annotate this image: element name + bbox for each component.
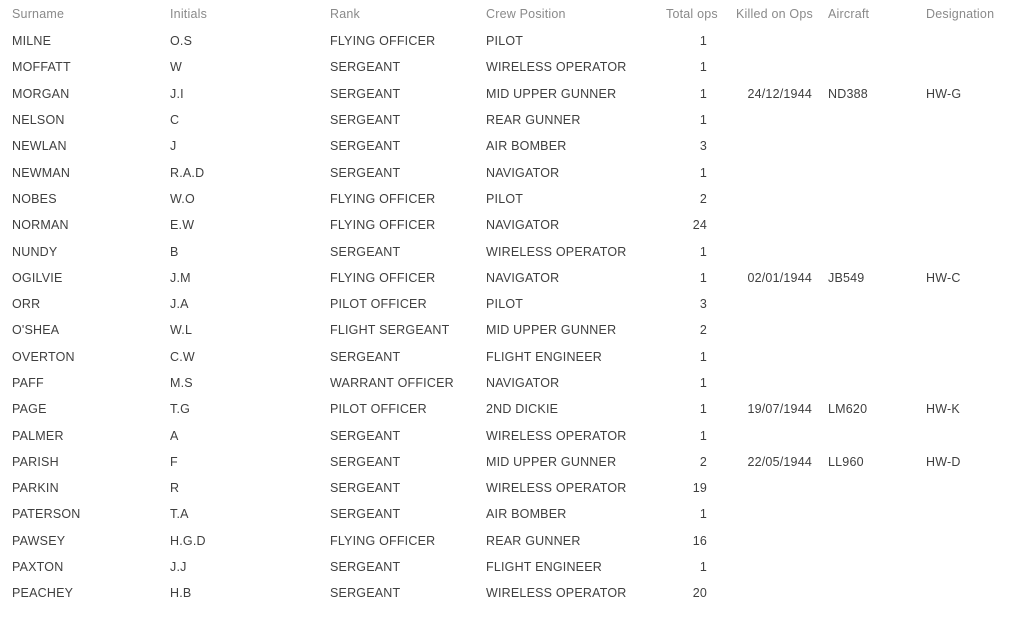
table-cell-aircraft: JB549 (828, 270, 865, 285)
table-cell-rank: FLYING OFFICER (330, 34, 436, 49)
table-cell-total-ops: 1 (699, 376, 707, 390)
table-cell-crew-position: PILOT (486, 297, 524, 312)
table-cell-total-ops: 16 (692, 533, 707, 548)
table-cell-total-ops: 1 (699, 560, 707, 575)
table-cell-aircraft (818, 554, 926, 580)
table-cell-aircraft (818, 291, 926, 317)
table-cell-initials: C (170, 113, 180, 128)
table-cell-designation (926, 28, 1024, 54)
table-cell-surname: PARISH (12, 454, 59, 469)
table-cell-initials: W (170, 60, 182, 75)
table-cell-surname: OVERTON (12, 349, 75, 364)
table-cell-crew-position: PILOT (486, 34, 524, 49)
table-cell-killed-on-ops: 02/01/1944 (747, 270, 812, 285)
table-cell-rank: SERGEANT (330, 139, 401, 154)
table-cell-killed-on-ops (718, 317, 818, 343)
table-cell-initials: T.A (170, 507, 189, 522)
table-cell-rank: SERGEANT (330, 560, 401, 575)
table-cell-killed-on-ops: 19/07/1944 (747, 402, 812, 417)
table-body (12, 28, 1024, 607)
table-cell-killed-on-ops (718, 422, 818, 448)
table-cell-aircraft (818, 317, 926, 343)
table-cell-crew-position: NAVIGATOR (486, 376, 560, 390)
table-cell-surname: NELSON (12, 113, 65, 128)
table-cell-rank: SERGEANT (330, 507, 401, 522)
table-cell-aircraft (818, 370, 926, 396)
table-cell-total-ops: 3 (699, 297, 707, 312)
header-row (12, 0, 1024, 28)
table-cell-total-ops: 24 (692, 218, 707, 233)
table-cell-initials: O.S (170, 34, 193, 49)
table-cell-crew-position: REAR GUNNER (486, 113, 581, 128)
table-row (12, 107, 1024, 133)
table-cell-total-ops: 1 (699, 349, 707, 364)
table-cell-initials: H.G.D (170, 533, 206, 548)
table-cell-designation (926, 501, 1024, 527)
table-cell-designation (926, 475, 1024, 501)
table-cell-aircraft (818, 501, 926, 527)
table-row (12, 212, 1024, 238)
table-cell-total-ops: 2 (699, 454, 707, 469)
table-cell-total-ops: 19 (692, 481, 707, 496)
table-cell-aircraft (818, 186, 926, 212)
table-row (12, 554, 1024, 580)
table-cell-surname: PATERSON (12, 507, 81, 522)
table-cell-crew-position: WIRELESS OPERATOR (486, 586, 627, 601)
table-cell-rank: SERGEANT (330, 428, 401, 443)
table-cell-surname: OGILVIE (12, 270, 63, 285)
table-cell-aircraft (818, 107, 926, 133)
table-cell-crew-position: NAVIGATOR (486, 218, 560, 233)
table-cell-total-ops: 3 (699, 139, 707, 154)
table-row (12, 396, 1024, 422)
table-cell-aircraft: LM620 (828, 402, 868, 417)
table-cell-total-ops: 1 (699, 244, 707, 259)
table-cell-killed-on-ops (718, 159, 818, 185)
table-row (12, 186, 1024, 212)
table-cell-killed-on-ops (718, 186, 818, 212)
column-header-surname: Surname (12, 7, 65, 21)
table-cell-rank: SERGEANT (330, 349, 401, 364)
table-cell-total-ops: 20 (692, 586, 707, 601)
table-cell-killed-on-ops (718, 554, 818, 580)
table-cell-surname: MOFFATT (12, 60, 71, 75)
table-row (12, 291, 1024, 317)
table-cell-killed-on-ops (718, 291, 818, 317)
table-cell-surname: NEWMAN (12, 165, 71, 180)
table-cell-killed-on-ops (718, 212, 818, 238)
table-cell-aircraft (818, 580, 926, 606)
table-cell-initials: F (170, 454, 178, 469)
table-cell-surname: NUNDY (12, 244, 58, 259)
table-cell-rank: SERGEANT (330, 86, 401, 101)
table-cell-killed-on-ops (718, 475, 818, 501)
table-cell-aircraft (818, 344, 926, 370)
table-row (12, 580, 1024, 606)
table-cell-killed-on-ops (718, 501, 818, 527)
table-cell-initials: B (170, 244, 179, 259)
table-cell-crew-position: FLIGHT ENGINEER (486, 349, 602, 364)
table-cell-initials: R (170, 481, 180, 496)
table-cell-surname: PAXTON (12, 560, 64, 575)
table-cell-rank: FLIGHT SERGEANT (330, 323, 450, 338)
table-cell-crew-position: WIRELESS OPERATOR (486, 428, 627, 443)
table-cell-crew-position: WIRELESS OPERATOR (486, 481, 627, 496)
table-cell-initials: H.B (170, 586, 192, 601)
table-row (12, 528, 1024, 554)
table-row (12, 475, 1024, 501)
table-cell-initials: C.W (170, 349, 195, 364)
table-cell-aircraft (818, 212, 926, 238)
table-cell-killed-on-ops: 22/05/1944 (747, 454, 812, 469)
table-cell-designation: HW-C (926, 270, 961, 285)
table-row (12, 422, 1024, 448)
table-cell-surname: PAWSEY (12, 533, 66, 548)
table-row (12, 501, 1024, 527)
table-cell-designation: HW-D (926, 454, 961, 469)
table-cell-surname: PALMER (12, 428, 64, 443)
table-cell-total-ops: 1 (699, 428, 707, 443)
table-cell-aircraft (818, 528, 926, 554)
table-row (12, 265, 1024, 291)
column-header-aircraft: Aircraft (828, 7, 870, 21)
table-cell-designation (926, 291, 1024, 317)
table-cell-rank: FLYING OFFICER (330, 270, 436, 285)
table-cell-killed-on-ops (718, 54, 818, 80)
table-cell-total-ops: 1 (699, 60, 707, 75)
table-cell-crew-position: NAVIGATOR (486, 270, 560, 285)
table-cell-rank: PILOT OFFICER (330, 297, 427, 312)
table-cell-initials: J (170, 139, 177, 154)
table-cell-surname: MORGAN (12, 86, 70, 101)
table-cell-surname: PARKIN (12, 481, 59, 496)
table-cell-crew-position: REAR GUNNER (486, 533, 581, 548)
table-row (12, 238, 1024, 264)
table-cell-aircraft (818, 238, 926, 264)
column-header-total-ops: Total ops (666, 7, 718, 21)
table-cell-aircraft (818, 475, 926, 501)
table-cell-total-ops: 2 (699, 323, 707, 338)
table-cell-designation (926, 212, 1024, 238)
column-header-rank: Rank (330, 7, 360, 21)
table-cell-total-ops: 1 (699, 402, 707, 417)
table-cell-aircraft (818, 159, 926, 185)
table-cell-designation (926, 159, 1024, 185)
table-cell-initials: M.S (170, 376, 193, 390)
table-cell-surname: PAGE (12, 402, 47, 417)
table-cell-designation (926, 133, 1024, 159)
table-cell-initials: J.M (170, 270, 191, 285)
table-cell-designation (926, 370, 1024, 396)
table-cell-designation: HW-G (926, 86, 962, 101)
table-cell-total-ops: 1 (699, 86, 707, 101)
table-cell-killed-on-ops (718, 344, 818, 370)
table-cell-initials: W.L (170, 323, 193, 338)
table-cell-crew-position: MID UPPER GUNNER (486, 454, 617, 469)
table-row (12, 317, 1024, 343)
table-cell-designation: HW-K (926, 402, 960, 417)
table-row (12, 28, 1024, 54)
table-cell-crew-position: NAVIGATOR (486, 165, 560, 180)
table-cell-surname: O'SHEA (12, 323, 60, 338)
table-header (12, 0, 1024, 28)
table-cell-initials: W.O (170, 191, 195, 206)
table-cell-aircraft: LL960 (828, 454, 864, 469)
crew-table (12, 0, 1024, 607)
table-cell-rank: WARRANT OFFICER (330, 376, 454, 390)
table-cell-killed-on-ops (718, 28, 818, 54)
table-cell-designation (926, 238, 1024, 264)
table-cell-crew-position: AIR BOMBER (486, 507, 567, 522)
table-cell-killed-on-ops (718, 133, 818, 159)
table-cell-designation (926, 186, 1024, 212)
table-cell-crew-position: MID UPPER GUNNER (486, 323, 617, 338)
table-cell-surname: PAFF (12, 376, 44, 390)
table-cell-crew-position: AIR BOMBER (486, 139, 567, 154)
table-row (12, 81, 1024, 107)
table-cell-rank: PILOT OFFICER (330, 402, 427, 417)
table-cell-rank: SERGEANT (330, 113, 401, 128)
column-header-killed-on-ops: Killed on Ops (736, 7, 813, 21)
table-cell-designation (926, 580, 1024, 606)
table-cell-crew-position: WIRELESS OPERATOR (486, 244, 627, 259)
table-cell-surname: NEWLAN (12, 139, 67, 154)
table-cell-aircraft (818, 422, 926, 448)
table-cell-rank: SERGEANT (330, 165, 401, 180)
table-cell-killed-on-ops (718, 370, 818, 396)
table-cell-rank: SERGEANT (330, 60, 401, 75)
table-cell-initials: J.I (170, 86, 184, 101)
table-cell-rank: SERGEANT (330, 244, 401, 259)
table-cell-rank: SERGEANT (330, 586, 401, 601)
table-cell-designation (926, 422, 1024, 448)
table-row (12, 54, 1024, 80)
table-cell-designation (926, 528, 1024, 554)
table-row (12, 344, 1024, 370)
column-header-initials: Initials (170, 7, 208, 21)
table-cell-rank: SERGEANT (330, 481, 401, 496)
table-cell-crew-position: 2ND DICKIE (486, 402, 559, 417)
table-cell-killed-on-ops (718, 528, 818, 554)
table-cell-aircraft (818, 133, 926, 159)
table-cell-killed-on-ops (718, 107, 818, 133)
table-cell-designation (926, 317, 1024, 343)
table-cell-initials: J.J (170, 560, 187, 575)
table-cell-total-ops: 1 (699, 113, 707, 128)
table-cell-surname: NORMAN (12, 218, 69, 233)
column-header-designation: Designation (926, 7, 995, 21)
table-cell-total-ops: 2 (699, 191, 707, 206)
table-cell-total-ops: 1 (699, 507, 707, 522)
table-row (12, 449, 1024, 475)
table-cell-rank: SERGEANT (330, 454, 401, 469)
table-cell-initials: R.A.D (170, 165, 205, 180)
table-cell-crew-position: MID UPPER GUNNER (486, 86, 617, 101)
table-cell-crew-position: FLIGHT ENGINEER (486, 560, 602, 575)
table-cell-designation (926, 554, 1024, 580)
table-cell-surname: ORR (12, 297, 41, 312)
table-row (12, 133, 1024, 159)
column-header-crew-position: Crew Position (486, 7, 566, 21)
table-cell-initials: T.G (170, 402, 191, 417)
table-cell-designation (926, 344, 1024, 370)
table-cell-crew-position: WIRELESS OPERATOR (486, 60, 627, 75)
table-cell-surname: PEACHEY (12, 586, 74, 601)
table-cell-surname: MILNE (12, 34, 52, 49)
table-cell-rank: FLYING OFFICER (330, 533, 436, 548)
table-cell-initials: A (170, 428, 179, 443)
table-cell-total-ops: 1 (699, 34, 707, 49)
table-cell-initials: E.W (170, 218, 195, 233)
table-cell-aircraft: ND388 (828, 86, 868, 101)
table-row (12, 159, 1024, 185)
table-cell-crew-position: PILOT (486, 191, 524, 206)
table-cell-total-ops: 1 (699, 165, 707, 180)
table-cell-total-ops: 1 (699, 270, 707, 285)
table-cell-aircraft (818, 28, 926, 54)
table-cell-rank: FLYING OFFICER (330, 218, 436, 233)
table-row (12, 370, 1024, 396)
table-cell-killed-on-ops: 24/12/1944 (747, 86, 812, 101)
table-cell-surname: NOBES (12, 191, 57, 206)
table-cell-initials: J.A (170, 297, 189, 312)
table-cell-designation (926, 107, 1024, 133)
table-cell-designation (926, 54, 1024, 80)
table-cell-killed-on-ops (718, 238, 818, 264)
table-cell-aircraft (818, 54, 926, 80)
table-cell-rank: FLYING OFFICER (330, 191, 436, 206)
table-cell-killed-on-ops (718, 580, 818, 606)
